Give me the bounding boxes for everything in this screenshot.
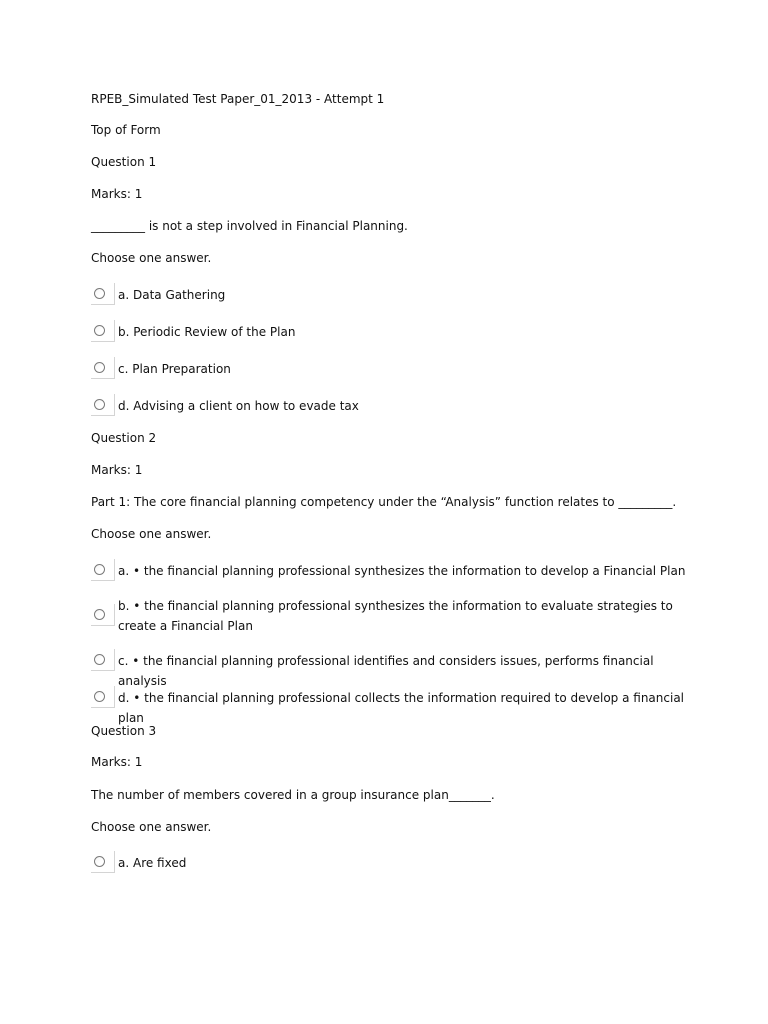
option-label: c. Plan Preparation bbox=[118, 362, 231, 376]
question-2-marks: Marks: 1 bbox=[91, 463, 143, 477]
question-2-heading: Question 2 bbox=[91, 431, 157, 445]
question-1-marks: Marks: 1 bbox=[91, 187, 143, 201]
radio-button[interactable] bbox=[94, 288, 105, 299]
option-label: b. Periodic Review of the Plan bbox=[118, 325, 296, 339]
radio-cell bbox=[91, 604, 115, 626]
radio-button[interactable] bbox=[94, 564, 105, 575]
question-3-marks: Marks: 1 bbox=[91, 755, 143, 769]
radio-cell bbox=[91, 320, 115, 342]
option-label: a. • the financial planning professional synthesizes the information to develop a Financial Plan bbox=[118, 564, 686, 578]
question-1-heading: Question 1 bbox=[91, 155, 157, 169]
question-2-instruction: Choose one answer. bbox=[91, 527, 212, 541]
question-3-prompt: The number of members covered in a group insurance plan_______. bbox=[91, 788, 495, 802]
question-1-instruction: Choose one answer. bbox=[91, 251, 212, 265]
radio-cell bbox=[91, 686, 115, 708]
radio-cell bbox=[91, 559, 115, 581]
radio-button[interactable] bbox=[94, 856, 105, 867]
option-label: b. • the financial planning professional synthesizes the information to evaluate strategies to create a Financial Plan bbox=[118, 599, 673, 633]
radio-cell bbox=[91, 649, 115, 671]
option-label: d. Advising a client on how to evade tax bbox=[118, 399, 359, 413]
radio-cell bbox=[91, 851, 115, 873]
radio-button[interactable] bbox=[94, 399, 105, 410]
radio-cell bbox=[91, 357, 115, 379]
top-of-form-label: Top of Form bbox=[91, 123, 161, 137]
radio-button[interactable] bbox=[94, 325, 105, 336]
option-label: d. • the financial planning professional collects the information required to develop a financial plan bbox=[118, 691, 685, 725]
radio-button[interactable] bbox=[94, 691, 105, 702]
option-label: a. Data Gathering bbox=[118, 288, 226, 302]
question-3-heading: Question 3 bbox=[91, 724, 157, 738]
radio-button[interactable] bbox=[94, 609, 105, 620]
radio-cell bbox=[91, 283, 115, 305]
radio-button[interactable] bbox=[94, 654, 105, 665]
document-title: RPEB_Simulated Test Paper_01_2013 - Attempt 1 bbox=[91, 92, 385, 106]
question-2-prompt: Part 1: The core financial planning competency under the “Analysis” function relates to _________. bbox=[91, 495, 677, 509]
question-3-instruction: Choose one answer. bbox=[91, 820, 212, 834]
option-label: a. Are fixed bbox=[118, 856, 187, 870]
radio-cell bbox=[91, 394, 115, 416]
option-label: c. • the financial planning professional identifies and considers issues, performs financial analysis bbox=[118, 654, 654, 688]
radio-button[interactable] bbox=[94, 362, 105, 373]
question-1-prompt: _________ is not a step involved in Financial Planning. bbox=[91, 219, 408, 233]
